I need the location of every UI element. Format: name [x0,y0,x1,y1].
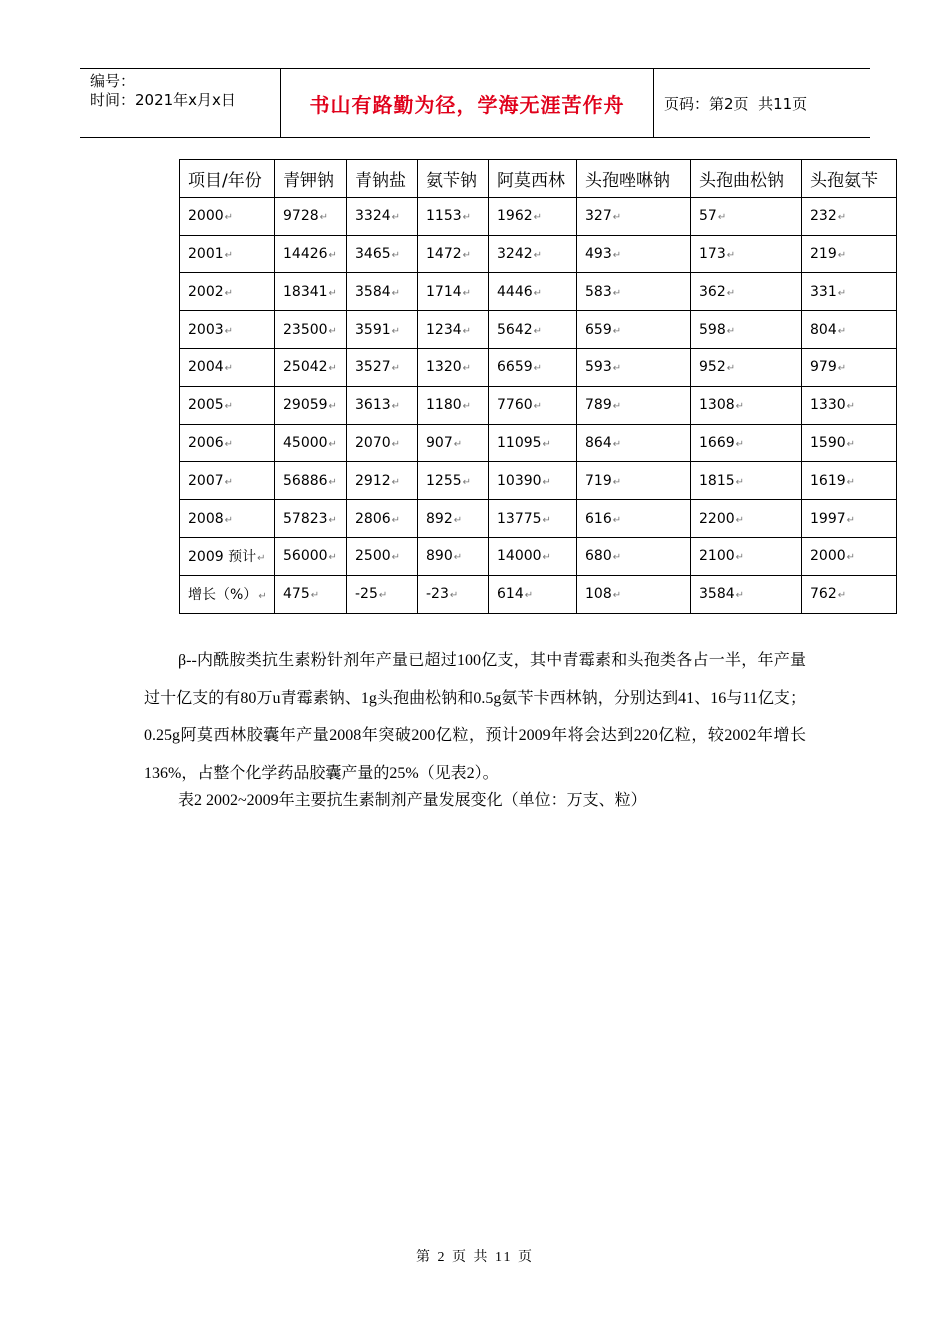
table-row [180,575,897,613]
row-label-cell [180,311,275,349]
cell-value: 475 [283,586,310,603]
paragraph-mark-icon: ↵ [612,287,622,299]
cell-value: 680 [585,548,612,565]
cell-value: 789 [585,397,612,414]
table-row [180,386,897,424]
paragraph-mark-icon: ↵ [612,438,622,450]
table-cell [802,235,897,273]
cell-value: 1472 [426,245,462,262]
cell-value: 9728 [283,208,319,225]
cell-value: 4446 [497,283,533,300]
cell-value: 45000 [283,434,328,451]
table-cell [691,537,802,575]
cell-value: 6659 [497,359,533,376]
cell-value: 7760 [497,397,533,414]
row-label-cell [180,197,275,235]
table-cell [418,348,489,386]
header-page-info: 页码：第2页 共11页 [664,94,808,113]
cell-value: 892 [426,510,453,527]
paragraph-mark-icon: ↵ [612,325,622,337]
paragraph-mark-icon: ↵ [846,401,856,413]
table-cell [691,462,802,500]
paragraph-mark-icon: ↵ [462,401,472,413]
table-cell [577,197,691,235]
paragraph-mark-icon: ↵ [837,325,847,337]
paragraph-mark-icon: ↵ [533,401,543,413]
document-time-label: 时间：2021年x月x日 [90,91,236,109]
table-cell [347,197,418,235]
paragraph-mark-icon: ↵ [837,212,847,224]
cell-value: 2001 [188,245,224,262]
cell-value: 593 [585,359,612,376]
cell-value: 3527 [355,359,391,376]
cell-value: 1308 [699,397,735,414]
table-cell [577,235,691,273]
table-cell [347,575,418,613]
cell-value: 18341 [283,283,328,300]
table-cell [577,424,691,462]
cell-value: 952 [699,359,726,376]
row-label-cell [180,462,275,500]
row-label-cell [180,235,275,273]
paragraph-mark-icon: ↵ [462,287,472,299]
paragraph-mark-icon: ↵ [735,438,745,450]
cell-value: 616 [585,510,612,527]
paragraph-mark-icon: ↵ [846,438,856,450]
cell-value: 2806 [355,510,391,527]
cell-value: 57823 [283,510,328,527]
paragraph-mark-icon: ↵ [462,249,472,261]
table-cell [347,424,418,462]
cell-value: 1180 [426,397,462,414]
paragraph-mark-icon: ↵ [542,514,551,526]
cell-value: 2008 [188,510,224,527]
table-cell [691,500,802,538]
table-cell [691,348,802,386]
cell-value: -25 [355,586,378,603]
paragraph-mark-icon: ↵ [726,249,736,261]
cell-value: 890 [426,548,453,565]
cell-value: 3242 [497,245,533,262]
cell-value: 1619 [810,472,846,489]
table-cell [489,273,577,311]
body-paragraph: β--内酰胺类抗生素粉针剂年产量已超过100亿支，其中青霉素和头孢类各占一半，年产量过十亿支的有80万u青霉素钠、1g头孢曲松钠和0.5g氨苄卡西林钠，分别达到41、16与11亿支；0.25g阿莫西林胶囊年产量2008年突破200亿粒，预计2009年将会达到220亿粒，较2002年增长136%，占整个化学药品胶囊产量的25%（见表2）。 [144,652,806,782]
paragraph-mark-icon: ↵ [328,249,337,261]
table-cell [691,386,802,424]
paragraph-mark-icon: ↵ [391,438,401,450]
paragraph-mark-icon: ↵ [391,363,401,375]
paragraph-mark-icon: ↵ [391,476,401,488]
page-footer: 第 2 页 共 11 页 [416,1250,534,1265]
table-cell [691,273,802,311]
table-cell [489,386,577,424]
table-cell [489,575,577,613]
table-cell [489,197,577,235]
table-cell [275,500,347,538]
table-cell [275,273,347,311]
table-header-row [180,160,897,198]
paragraph-mark-icon: ↵ [735,401,745,413]
table-cell [275,197,347,235]
paragraph-mark-icon: ↵ [462,325,472,337]
cell-value: 3591 [355,321,391,338]
cell-value: 57 [699,208,717,225]
paragraph-mark-icon: ↵ [224,514,234,526]
table-cell [691,311,802,349]
table-cell [691,197,802,235]
table-cell [275,537,347,575]
table-cell [418,197,489,235]
paragraph-mark-icon: ↵ [533,363,543,375]
table-cell [802,462,897,500]
paragraph-mark-icon: ↵ [846,476,856,488]
antibiotic-production-table [179,159,897,614]
cell-value: 2100 [699,548,735,565]
cell-value: 3324 [355,208,391,225]
table-cell [275,575,347,613]
table-cell [802,348,897,386]
cell-value: 614 [497,586,524,603]
paragraph-mark-icon: ↵ [224,249,234,261]
table-row [180,500,897,538]
row-label-cell [180,424,275,462]
table-cell [418,462,489,500]
table-cell [347,311,418,349]
cell-value: -23 [426,586,449,603]
paragraph-mark-icon: ↵ [391,325,401,337]
document-number-label: 编号： [90,72,136,90]
cell-value: 3465 [355,245,391,262]
table-cell [418,311,489,349]
table-cell [418,424,489,462]
table-cell [418,273,489,311]
table-row [180,462,897,500]
paragraph-mark-icon: ↵ [258,591,267,603]
paragraph-mark-icon: ↵ [846,552,856,564]
cell-value: 1962 [497,208,533,225]
paragraph-mark-icon: ↵ [612,363,622,375]
cell-value: 804 [810,321,837,338]
paragraph-mark-icon: ↵ [224,212,234,224]
table-cell [347,500,418,538]
table-cell [418,575,489,613]
cell-value: 2009 预计 [188,549,257,566]
column-header: 青钠盐 [347,160,418,198]
header-meta-cell [80,69,281,137]
cell-value: 增长（%） [188,587,258,604]
cell-value: 493 [585,245,612,262]
column-header: 青钾钠 [275,160,347,198]
table-cell [275,235,347,273]
cell-value: 56000 [283,548,328,565]
cell-value: 2005 [188,397,224,414]
paragraph-mark-icon: ↵ [612,514,622,526]
table-row [180,311,897,349]
cell-value: 1669 [699,434,735,451]
table-cell [802,197,897,235]
cell-value: 1153 [426,208,462,225]
cell-value: 2070 [355,434,391,451]
table-body [180,197,897,613]
column-header: 氨苄钠 [418,160,489,198]
table-cell [577,537,691,575]
paragraph-mark-icon: ↵ [453,514,463,526]
table-cell [802,537,897,575]
paragraph-mark-icon: ↵ [328,438,337,450]
paragraph-mark-icon: ↵ [328,325,337,337]
table-cell [802,273,897,311]
cell-value: 719 [585,472,612,489]
table-cell [275,348,347,386]
paragraph-mark-icon: ↵ [391,212,401,224]
paragraph-mark-icon: ↵ [224,287,234,299]
header-page-cell [654,69,870,137]
paragraph-mark-icon: ↵ [735,476,745,488]
cell-value: 659 [585,321,612,338]
paragraph-mark-icon: ↵ [612,249,622,261]
row-label-cell [180,386,275,424]
paragraph-mark-icon: ↵ [735,590,745,602]
cell-value: 23500 [283,321,328,338]
paragraph-mark-icon: ↵ [542,552,551,564]
cell-value: 2000 [810,548,846,565]
paragraph-mark-icon: ↵ [735,552,745,564]
table-cell [489,311,577,349]
paragraph-mark-icon: ↵ [612,212,622,224]
cell-value: 1714 [426,283,462,300]
table-row [180,197,897,235]
paragraph-mark-icon: ↵ [224,476,234,488]
paragraph-mark-icon: ↵ [328,363,337,375]
row-label-cell [180,575,275,613]
cell-value: 2003 [188,321,224,338]
table-row [180,537,897,575]
cell-value: 2006 [188,434,224,451]
cell-value: 907 [426,434,453,451]
cell-value: 583 [585,283,612,300]
paragraph-mark-icon: ↵ [533,212,543,224]
table-cell [347,537,418,575]
table-cell [347,348,418,386]
paragraph-mark-icon: ↵ [462,363,472,375]
cell-value: 3584 [355,283,391,300]
cell-value: 173 [699,245,726,262]
cell-value: 10390 [497,472,542,489]
cell-value: 219 [810,245,837,262]
paragraph-mark-icon: ↵ [837,363,847,375]
table-cell [691,235,802,273]
paragraph-mark-icon: ↵ [726,287,736,299]
table-cell [577,348,691,386]
table-cell [691,575,802,613]
cell-value: 2912 [355,472,391,489]
paragraph-mark-icon: ↵ [328,552,337,564]
table-cell [577,273,691,311]
paragraph-mark-icon: ↵ [533,325,543,337]
table-cell [347,386,418,424]
table-cell [489,424,577,462]
table-cell [418,386,489,424]
row-label-cell [180,537,275,575]
table-cell [802,386,897,424]
paragraph-mark-icon: ↵ [224,325,234,337]
table-cell [489,462,577,500]
table-cell [489,235,577,273]
table-cell [275,386,347,424]
paragraph-mark-icon: ↵ [391,287,401,299]
cell-value: 29059 [283,397,328,414]
paragraph-mark-icon: ↵ [453,438,463,450]
cell-value: 13775 [497,510,542,527]
cell-value: 327 [585,208,612,225]
cell-value: 56886 [283,472,328,489]
cell-value: 762 [810,586,837,603]
table-row [180,273,897,311]
cell-value: 14000 [497,548,542,565]
paragraph-mark-icon: ↵ [612,552,622,564]
paragraph-mark-icon: ↵ [717,212,727,224]
cell-value: 331 [810,283,837,300]
cell-value: 2500 [355,548,391,565]
paragraph-mark-icon: ↵ [612,401,622,413]
cell-value: 25042 [283,359,328,376]
table-cell [577,311,691,349]
paragraph-mark-icon: ↵ [735,514,745,526]
cell-value: 1815 [699,472,735,489]
paragraph-mark-icon: ↵ [837,287,847,299]
table-cell [489,537,577,575]
table-cell [489,348,577,386]
paragraph-mark-icon: ↵ [533,287,543,299]
paragraph-mark-icon: ↵ [524,590,534,602]
paragraph-mark-icon: ↵ [328,514,337,526]
page-header [80,68,870,138]
table-cell [802,500,897,538]
paragraph-mark-icon: ↵ [391,552,401,564]
cell-value: 108 [585,586,612,603]
header-motto-cell [281,69,654,137]
cell-value: 5642 [497,321,533,338]
table-row [180,235,897,273]
table-cell [691,424,802,462]
table-cell [347,462,418,500]
paragraph-mark-icon: ↵ [378,590,388,602]
paragraph-mark-icon: ↵ [328,401,337,413]
paragraph-mark-icon: ↵ [542,476,551,488]
cell-value: 1255 [426,472,462,489]
table-cell [418,235,489,273]
table-cell [418,537,489,575]
paragraph-mark-icon: ↵ [846,514,856,526]
cell-value: 2000 [188,208,224,225]
table-cell [577,500,691,538]
table-cell [347,235,418,273]
cell-value: 2002 [188,283,224,300]
paragraph-mark-icon: ↵ [449,590,459,602]
row-label-cell [180,273,275,311]
column-header: 项目/年份 [180,160,275,198]
column-header: 头孢曲松钠 [691,160,802,198]
row-label-cell [180,348,275,386]
table-row [180,348,897,386]
paragraph-mark-icon: ↵ [310,590,320,602]
cell-value: 362 [699,283,726,300]
paragraph-mark-icon: ↵ [391,249,401,261]
paragraph-mark-icon: ↵ [453,552,463,564]
paragraph-mark-icon: ↵ [224,363,234,375]
paragraph-mark-icon: ↵ [328,476,337,488]
paragraph-mark-icon: ↵ [462,212,472,224]
paragraph-mark-icon: ↵ [257,553,266,565]
paragraph-mark-icon: ↵ [224,401,234,413]
paragraph-mark-icon: ↵ [533,249,543,261]
cell-value: 1330 [810,397,846,414]
cell-value: 1590 [810,434,846,451]
cell-value: 3613 [355,397,391,414]
column-header: 头孢唑啉钠 [577,160,691,198]
column-header: 阿莫西林 [489,160,577,198]
table-cell [275,424,347,462]
table-cell [577,575,691,613]
paragraph-mark-icon: ↵ [837,249,847,261]
paragraph-mark-icon: ↵ [612,590,622,602]
table-cell [802,575,897,613]
header-motto: 书山有路勤为径，学海无涯苦作舟 [309,92,625,117]
cell-value: 979 [810,359,837,376]
table-cell [577,462,691,500]
table-cell [418,500,489,538]
table-cell [577,386,691,424]
paragraph-mark-icon: ↵ [319,212,329,224]
cell-value: 1234 [426,321,462,338]
paragraph-mark-icon: ↵ [224,438,234,450]
cell-value: 3584 [699,586,735,603]
row-label-cell [180,500,275,538]
table-cell [347,273,418,311]
table-cell [802,311,897,349]
cell-value: 2004 [188,359,224,376]
paragraph-mark-icon: ↵ [542,438,551,450]
column-header: 头孢氨苄 [802,160,897,198]
cell-value: 1997 [810,510,846,527]
paragraph-mark-icon: ↵ [612,476,622,488]
paragraph-mark-icon: ↵ [391,514,401,526]
table-caption: 表2 2002~2009年主要抗生素制剂产量发展变化（单位：万支、粒） [178,792,647,809]
paragraph-mark-icon: ↵ [726,363,736,375]
table-cell [275,311,347,349]
table-cell [802,424,897,462]
paragraph-mark-icon: ↵ [328,287,337,299]
cell-value: 14426 [283,245,328,262]
paragraph-mark-icon: ↵ [726,325,736,337]
paragraph-mark-icon: ↵ [462,476,472,488]
cell-value: 2200 [699,510,735,527]
table-cell [275,462,347,500]
table-row [180,424,897,462]
cell-value: 1320 [426,359,462,376]
cell-value: 232 [810,208,837,225]
cell-value: 598 [699,321,726,338]
cell-value: 864 [585,434,612,451]
paragraph-mark-icon: ↵ [391,401,401,413]
cell-value: 2007 [188,472,224,489]
cell-value: 11095 [497,434,542,451]
paragraph-mark-icon: ↵ [837,590,847,602]
table-cell [489,500,577,538]
